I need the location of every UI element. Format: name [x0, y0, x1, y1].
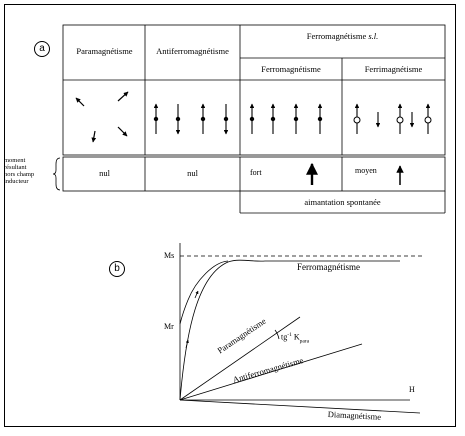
col-header-antiferro: Antiferromagnétisme: [156, 46, 229, 56]
row-label-line-4: inducteur: [4, 178, 29, 185]
ferro-sl-text: Ferromagnétisme: [306, 31, 367, 41]
ms-label: Ms: [164, 251, 175, 260]
ferro-curve-label: Ferromagnétisme: [297, 262, 360, 272]
ferro-atoms: [250, 117, 322, 121]
row-label-line-2: résultant: [4, 164, 27, 171]
para-spins: [76, 92, 128, 142]
slope-k: K: [293, 332, 300, 342]
slope-sup: -1: [287, 332, 292, 338]
slope-label: [281, 331, 309, 346]
col-header-ferro-sl: [240, 31, 445, 41]
ferri-atoms: [354, 117, 431, 123]
h-axis-label: H: [409, 385, 415, 394]
dia-curve-label: Diamagnétisme: [327, 409, 382, 422]
ferro-spins: [252, 104, 320, 134]
slope-tg: tg: [281, 332, 288, 342]
col-header-para: Paramagnétisme: [76, 46, 133, 56]
value-ferro: fort: [250, 168, 262, 177]
col-header-ferri: Ferrimagnétisme: [364, 64, 423, 74]
spontaneous-magnetization: aimantation spontanée: [304, 197, 381, 207]
slope-sub: para: [299, 338, 310, 345]
mr-label: Mr: [164, 322, 174, 331]
row-label-moment: [4, 157, 34, 185]
value-para: nul: [99, 168, 110, 178]
antiferro-atoms: [154, 117, 228, 121]
value-ferri: moyen: [355, 166, 377, 175]
col-header-ferro: Ferromagnétisme: [261, 64, 321, 74]
panel-b-label: b: [109, 261, 125, 277]
row-label-line-1: moment: [4, 157, 26, 164]
ferro-sl-suffix: s.l.: [368, 31, 379, 41]
value-antiferro: nul: [187, 168, 198, 178]
antiferro-curve-label: Antiferromagnétisme: [231, 354, 305, 385]
antiferro-spins: [156, 104, 226, 134]
row-label-line-3: hors champ: [4, 171, 35, 178]
panel-a-label: a: [34, 41, 50, 57]
ferri-spins: [357, 104, 428, 134]
para-curve-label: Paramagnétisme: [215, 315, 268, 356]
